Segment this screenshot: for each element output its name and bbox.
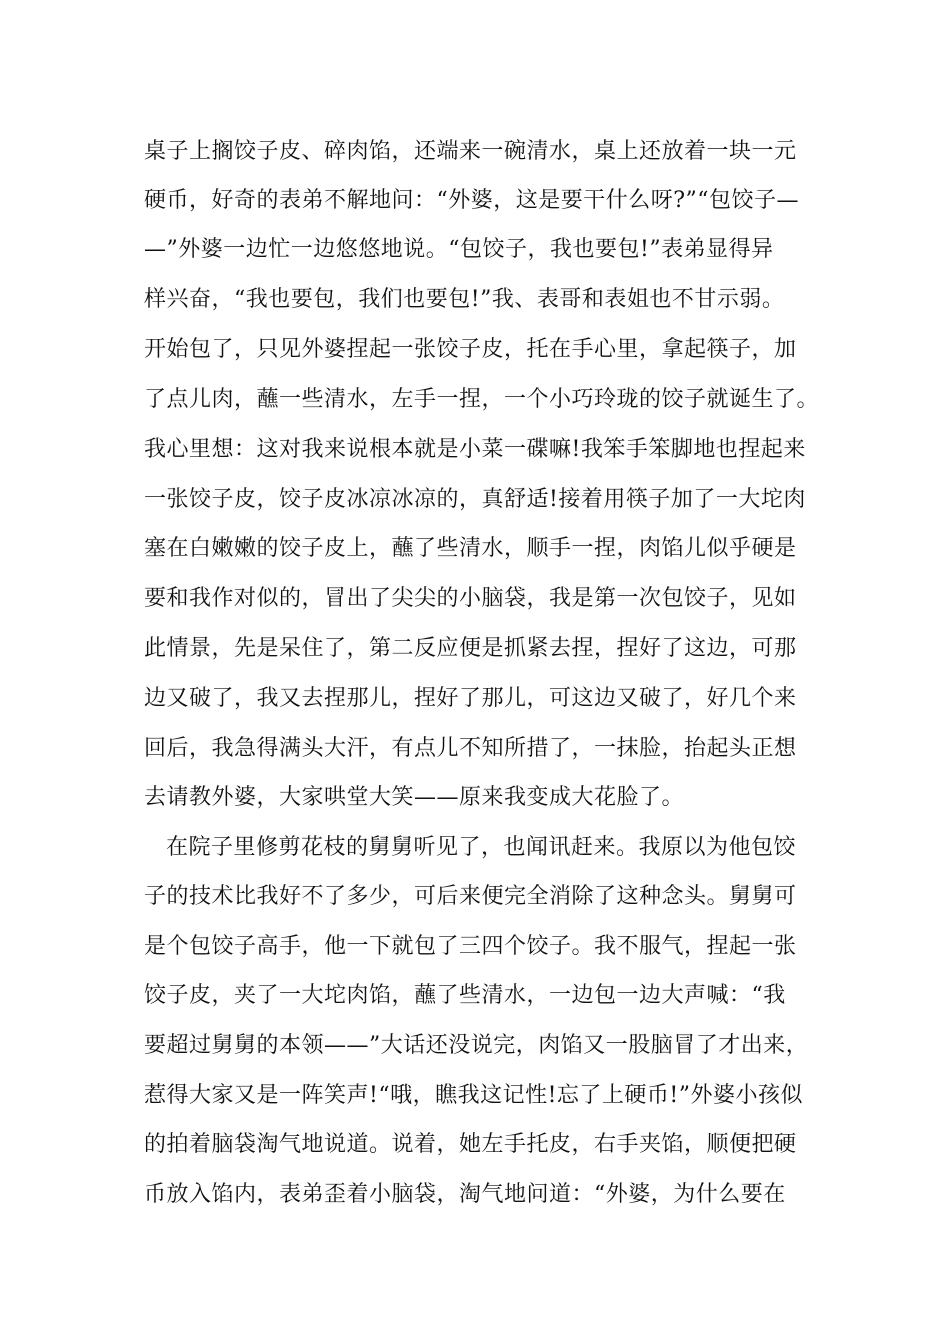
text-line: 塞在白嫩嫩的饺子皮上，蘸了些清水，顺手一捏，肉馅儿似乎硬是 bbox=[144, 536, 797, 561]
text-line: 样兴奋，“我也要包，我们也要包!”我、表哥和表姐也不甘示弱。 bbox=[144, 287, 785, 312]
text-line: 币放入馅内，表弟歪着小脑袋，淘气地问道：“外婆，为什么要在 bbox=[144, 1182, 786, 1207]
text-line: 饺子皮，夹了一大坨肉馅，蘸了些清水，一边包一边大声喊：“我 bbox=[144, 983, 786, 1008]
text-line: 了点儿肉，蘸一些清水，左手一捏，一个小巧玲珑的饺子就诞生了。 bbox=[144, 387, 820, 412]
text-line: 桌子上搁饺子皮、碎肉馅，还端来一碗清水，桌上还放着一块一元 bbox=[144, 139, 797, 164]
text-line: 要和我作对似的，冒出了尖尖的小脑袋，我是第一次包饺子，见如 bbox=[144, 586, 797, 611]
text-line: 回后，我急得满头大汗，有点儿不知所措了，一抹脸，抬起头正想 bbox=[144, 736, 797, 761]
text-line: 是个包饺子高手，他一下就包了三四个饺子。我不服气，捏起一张 bbox=[144, 934, 797, 959]
paragraph-start-line: 在院子里修剪花枝的舅舅听见了，也闻讯赶来。我原以为他包饺 bbox=[166, 835, 797, 860]
text-line: 要超过舅舅的本领——”大话还没说完，肉馅又一股脑冒了才出来， bbox=[144, 1033, 809, 1058]
text-line: 此情景，先是呆住了，第二反应便是抓紧去捏，捏好了这边，可那 bbox=[144, 636, 797, 661]
text-line: 子的技术比我好不了多少，可后来便完全消除了这种念头。舅舅可 bbox=[144, 884, 797, 909]
text-line: —”外婆一边忙一边悠悠地说。“包饺子，我也要包!”表弟显得异 bbox=[144, 237, 774, 262]
text-line: 开始包了，只见外婆捏起一张饺子皮，托在手心里，拿起筷子，加 bbox=[144, 337, 797, 362]
text-line: 硬币，好奇的表弟不解地问：“外婆，这是要干什么呀?”“包饺子— bbox=[144, 188, 800, 213]
text-line: 去请教外婆，大家哄堂大笑——原来我变成大花脸了。 bbox=[144, 785, 685, 810]
text-line: 边又破了，我又去捏那儿，捏好了那儿，可这边又破了，好几个来 bbox=[144, 686, 797, 711]
text-line: 惹得大家又是一阵笑声!“哦，瞧我这记性!忘了上硬币!”外婆小孩似 bbox=[144, 1083, 804, 1108]
text-line: 一张饺子皮，饺子皮冰凉冰凉的，真舒适!接着用筷子加了一大坨肉 bbox=[144, 487, 806, 512]
text-line: 我心里想：这对我来说根本就是小菜一碟嘛!我笨手笨脚地也捏起来 bbox=[144, 437, 806, 462]
text-line: 的拍着脑袋淘气地说道。说着，她左手托皮，右手夹馅，顺便把硬 bbox=[144, 1132, 797, 1157]
